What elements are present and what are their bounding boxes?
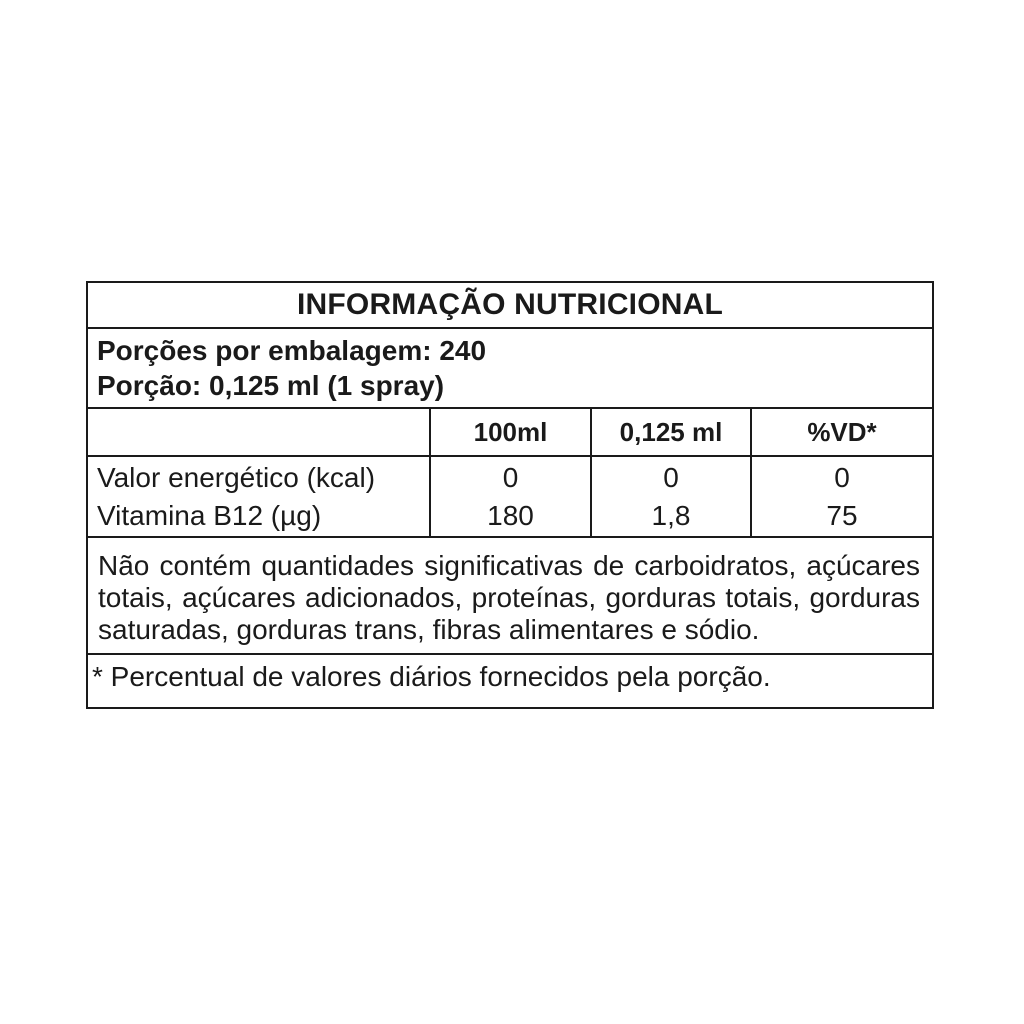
header-nutrient bbox=[88, 409, 430, 456]
table-row bbox=[88, 498, 932, 536]
nutrition-table bbox=[88, 409, 932, 536]
nutrient-name: Vitamina B12 (µg) bbox=[97, 500, 322, 531]
value-per-serving: 0 bbox=[591, 456, 751, 498]
value-per-100ml: 0 bbox=[430, 456, 591, 498]
nutrient-name: Valor energético (kcal) bbox=[97, 461, 376, 493]
nutrition-facts-label bbox=[86, 281, 934, 709]
value-per-serving: 1,8 bbox=[591, 498, 751, 536]
header-per-100ml: 100ml bbox=[430, 409, 591, 456]
servings-per-package: Porções por embalagem: 240 bbox=[97, 335, 487, 366]
table-header-row bbox=[88, 409, 932, 456]
serving-size: Porção: 0,125 ml (1 spray) bbox=[97, 370, 445, 401]
not-significant-note: Não contém quantidades significativas de carboidratos, açúcares totais, açúcares adicionados, proteínas, gorduras totais, gorduras saturadas, gorduras trans, fibras alimentares e sódio. bbox=[88, 536, 932, 655]
header-per-serving: 0,125 ml bbox=[591, 409, 751, 456]
label-title: INFORMAÇÃO NUTRICIONAL bbox=[88, 283, 932, 329]
portion-info bbox=[88, 329, 932, 409]
value-per-100ml: 180 bbox=[430, 498, 591, 536]
table-row bbox=[88, 456, 932, 498]
header-daily-value: %VD* bbox=[751, 409, 932, 456]
value-daily-value: 0 bbox=[751, 456, 932, 498]
daily-value-footnote: * Percentual de valores diários fornecidos pela porção. bbox=[92, 661, 771, 692]
value-daily-value: 75 bbox=[751, 498, 932, 536]
